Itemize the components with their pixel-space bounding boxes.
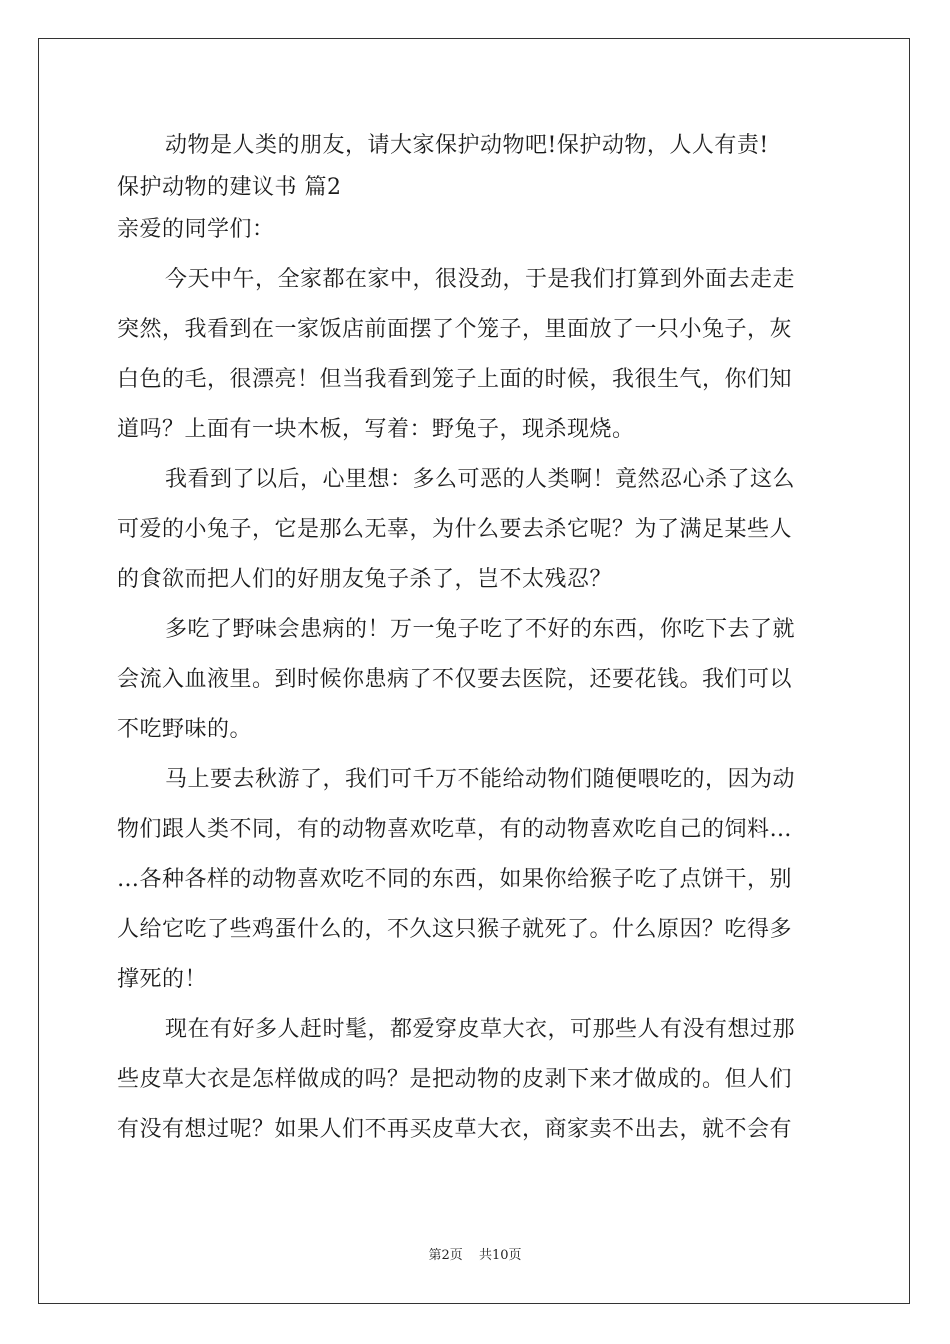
paragraph-line: 突然，我看到在一家饭店前面摆了个笼子，里面放了一只小兔子，灰	[117, 317, 793, 342]
paragraph-line: 我看到了以后，心里想：多么可恶的人类啊！竟然忍心杀了这么	[165, 467, 796, 492]
paragraph-line: 道吗？上面有一块木板，写着：野兔子，现杀现烧。	[117, 417, 635, 442]
paragraph-line: 的食欲而把人们的好朋友兔子杀了，岂不太残忍？	[117, 567, 613, 592]
paragraph-line: 有没有想过呢？如果人们不再买皮草大衣，商家卖不出去，就不会有	[117, 1117, 793, 1142]
paragraph-line: 白色的毛，很漂亮！但当我看到笼子上面的时候，我很生气，你们知	[117, 367, 793, 392]
paragraph-line: 会流入血液里。到时候你患病了不仅要去医院，还要花钱。我们可以	[117, 667, 793, 692]
paragraph-line: 物们跟人类不同，有的动物喜欢吃草，有的动物喜欢吃自己的饲料…	[117, 817, 793, 842]
paragraph-line: 现在有好多人赶时髦，都爱穿皮草大衣，可那些人有没有想过那	[165, 1017, 796, 1042]
paragraph-line: 今天中午，全家都在家中，很没劲，于是我们打算到外面去走走	[165, 267, 796, 292]
paragraph-line: 多吃了野味会患病的！万一兔子吃了不好的东西，你吃下去了就	[165, 617, 796, 642]
paragraph-line: 不吃野味的。	[117, 717, 253, 742]
page-total: 共10页	[478, 1248, 522, 1263]
page-number: 第2页	[428, 1248, 463, 1263]
paragraph-line: 马上要去秋游了，我们可千万不能给动物们随便喂吃的，因为动	[165, 767, 796, 792]
salutation: 亲爱的同学们：	[117, 217, 275, 242]
paragraph-line: …各种各样的动物喜欢吃不同的东西，如果你给猴子吃了点饼干，别	[117, 867, 793, 892]
paragraph-line: 些皮草大衣是怎样做成的吗？是把动物的皮剥下来才做成的。但人们	[117, 1067, 793, 1092]
page-footer	[0, 1244, 950, 1263]
paragraph-line: 人给它吃了些鸡蛋什么的，不久这只猴子就死了。什么原因？吃得多	[117, 917, 793, 942]
paragraph-line: 动物是人类的朋友，请大家保护动物吧!保护动物，人人有责!	[165, 133, 769, 158]
paragraph-line: 撑死的！	[117, 967, 208, 992]
paragraph-line: 可爱的小兔子，它是那么无辜，为什么要去杀它呢？为了满足某些人	[117, 517, 793, 542]
section-heading: 保护动物的建议书 篇2	[117, 175, 342, 200]
